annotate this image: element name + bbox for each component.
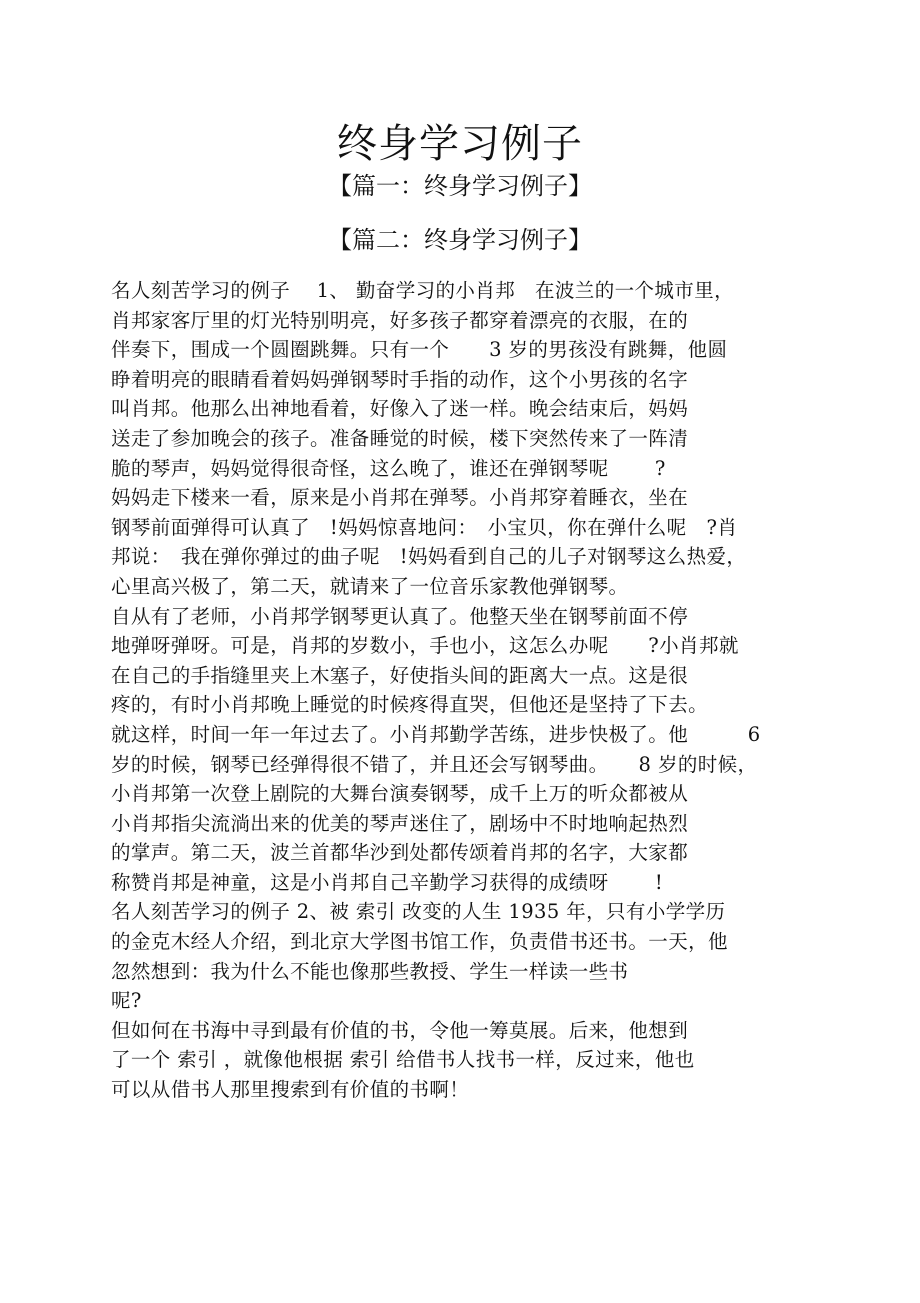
text-line: 就这样，时间一年一年过去了。小肖邦勤学苦练，进步快极了。他 6: [111, 722, 761, 746]
text-line: 心里高兴极了，第二天，就请来了一位音乐家教他弹钢琴。: [111, 574, 629, 598]
section-heading-2: 【篇二：终身学习例子】: [328, 226, 592, 254]
text-line: 名人刻苦学习的例子 1、 勤奋学习的小肖邦 在波兰的一个城市里，: [111, 279, 735, 302]
text-line: 名人刻苦学习的例子 2、被 索引 改变的人生 1935 年，只有小学学历: [111, 900, 726, 924]
text-line: 睁着明亮的眼睛看着妈妈弹钢琴时手指的动作，这个小男孩的名字: [111, 367, 689, 391]
text-line: 邦说： 我在弹你弹过的曲子呢 !妈妈看到自己的儿子对钢琴这么热爱，: [111, 545, 747, 569]
section-heading-1: 【篇一：终身学习例子】: [328, 172, 592, 200]
text-line: 妈妈走下楼来一看，原来是小肖邦在弹琴。小肖邦穿着睡衣，坐在: [111, 486, 689, 510]
text-line: 的金克木经人介绍，到北京大学图书馆工作，负责借书还书。一天，他: [111, 930, 728, 954]
text-line: 了一个 索引 ，就像他根据 索引 给借书人找书一样，反过来，他也: [111, 1048, 695, 1072]
text-line: 叫肖邦。他那么出神地看着，好像入了迷一样。晚会结束后，妈妈: [111, 397, 689, 421]
text-line: 脆的琴声，妈妈觉得很奇怪，这么晚了，谁还在弹钢琴呢 ?: [111, 456, 666, 480]
text-line: 岁的时候，钢琴已经弹得很不错了，并且还会写钢琴曲。 8 岁的时候，: [111, 752, 758, 776]
text-line: 但如何在书海中寻到最有价值的书，令他一筹莫展。后来，他想到: [111, 1018, 689, 1042]
text-line: 地弹呀弹呀。可是，肖邦的岁数小，手也小，这怎么办呢 ?小肖邦就: [111, 634, 739, 658]
text-line: 在自己的手指缝里夹上木塞子，好使指头间的距离大一点。这是很: [111, 663, 689, 687]
text-line: 的掌声。第二天，波兰首都华沙到处都传颂着肖邦的名字，大家都: [111, 841, 689, 865]
text-line: 称赞肖邦是神童，这是小肖邦自己辛勤学习获得的成绩呀 !: [111, 870, 664, 894]
text-line: 钢琴前面弹得可认真了 !妈妈惊喜地问： 小宝贝，你在弹什么呢 ?肖: [111, 515, 738, 539]
text-line: 疼的，有时小肖邦晚上睡觉的时候疼得直哭，但他还是坚持了下去。: [111, 693, 709, 717]
text-line: 伴奏下，围成一个圆圈跳舞。只有一个 3 岁的男孩没有跳舞，他圆: [111, 338, 728, 362]
text-line: 小肖邦指尖流淌出来的优美的琴声迷住了，剧场中不时地响起热烈: [111, 811, 689, 835]
text-line: 呢?: [111, 989, 142, 1013]
text-line: 可以从借书人那里搜索到有价值的书啊！: [111, 1078, 470, 1102]
document-title: 终身学习例子: [337, 121, 583, 167]
text-line: 送走了参加晚会的孩子。准备睡觉的时候，楼下突然传来了一阵清: [111, 426, 689, 450]
text-line: 肖邦家客厅里的灯光特别明亮，好多孩子都穿着漂亮的衣服，在的: [111, 308, 689, 332]
text-line: 小肖邦第一次登上剧院的大舞台演奏钢琴，成千上万的听众都被从: [111, 782, 689, 806]
text-line: 忽然想到：我为什么不能也像那些教授、学生一样读一些书: [111, 959, 629, 983]
text-line: 自从有了老师，小肖邦学钢琴更认真了。他整天坐在钢琴前面不停: [111, 604, 689, 628]
document-body: [111, 276, 811, 1105]
